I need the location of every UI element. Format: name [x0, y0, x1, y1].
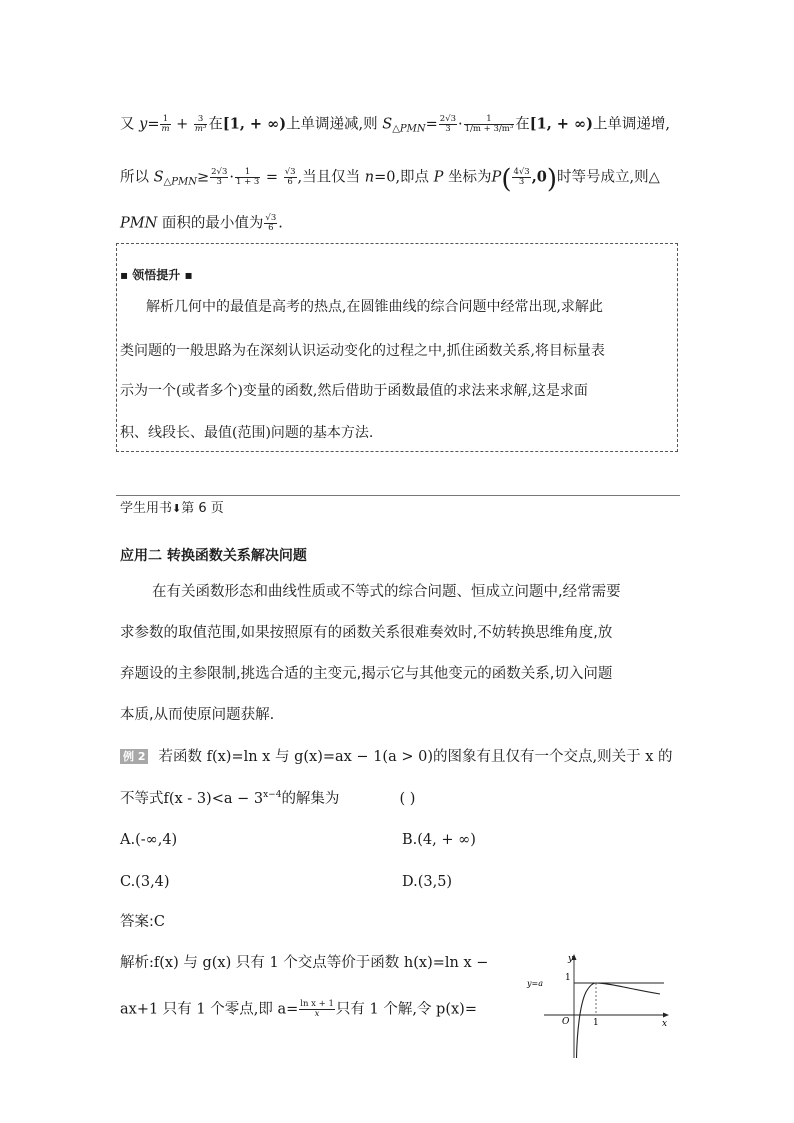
fraction: $\frac{4√3}{3}$ [513, 167, 530, 187]
line-label: y=a [527, 979, 543, 988]
x-axis-arrow [663, 1013, 669, 1018]
function-graph [524, 952, 670, 1062]
fraction: $\frac{√3}{6}$ [284, 167, 296, 187]
x-axis-label: x [662, 1019, 668, 1029]
origin-label: O [562, 1017, 570, 1027]
fraction: $\frac{\text{ln x + 1}}{x}$ [300, 999, 334, 1019]
analysis-line-2: ax+1 只有 1 个零点,即 a= $\frac{\text{ln x + 1}}{x}$ 只有 1 个解,令 p(x)= [120, 999, 477, 1019]
solution-line-2: 所以 $S_{\triangle PMN}\ge$ $\frac{2√3}{3}$ · $\frac{1}{1 + 3}$ = $\frac{√3}{6}$ ,当且仅当 n=0,即点 P 坐标为P( $\frac{4√3}{3}$ ,0)时等号成立,则△ [120, 164, 660, 195]
arrow-down-icon: ⬇ [172, 502, 182, 515]
fraction: $\frac{1}{1 + 3}$ [235, 167, 260, 187]
section-divider [116, 495, 680, 496]
answer: 答案:C [120, 914, 165, 930]
section-body-line: 在有关函数形态和曲线性质或不等式的综合问题、恒成立问题中,经常需要 [152, 584, 621, 600]
fraction: $\frac{2√3}{3}$ [211, 167, 228, 187]
section-body-line: 本质,从而使原问题获解. [120, 707, 275, 723]
page-reference: 学生用书⬇第 6 页 [120, 501, 224, 516]
option-a: A.(-∞,4) [120, 832, 178, 848]
fraction: $\frac{1}{\text{1/m + 3/m³}}$ [464, 114, 514, 134]
insight-line: 示为一个(或者多个)变量的函数,然后借助于函数最值的求法来求解,这是求面 [120, 383, 588, 399]
option-b: B.(4, + ∞) [402, 832, 476, 848]
y-tick-1: 1 [565, 973, 571, 983]
section-body-line: 弃题设的主参限制,挑选合适的主变元,揭示它与其他变元的函数关系,切入问题 [120, 666, 613, 682]
curve-p-x [577, 983, 661, 1058]
solution-line-3: PMN 面积的最小值为 $\frac{√3}{6}$ . [120, 213, 283, 233]
fraction: $\frac{1}{m}$ [161, 114, 170, 134]
example-badge: 例 2 [120, 749, 148, 764]
x-tick-1: 1 [593, 1018, 599, 1028]
section-body-line: 求参数的取值范围,如果按照原有的函数关系很难奏效时,不妨转换思维角度,放 [120, 625, 613, 641]
fraction: $\frac{√3}{6}$ [265, 213, 277, 233]
option-d: D.(3,5) [402, 874, 453, 890]
fraction: $\frac{2√3}{3}$ [439, 114, 457, 134]
example-question-line-1: 例 2 若函数 f(x)=ln x 与 g(x)=ax − 1(a > 0)的图象有且仅有一个交点,则关于 x 的 [120, 749, 672, 765]
y-axis-label: y [568, 954, 574, 964]
insight-line: 类问题的一般思路为在深刻认识运动变化的过程之中,抓住函数关系,将目标量表 [120, 343, 605, 359]
insight-line: 解析几何中的最值是高考的热点,在圆锥曲线的综合问题中经常出现,求解此 [146, 299, 603, 315]
solution-line-1: 又 y= $\frac{1}{m}$ + $\frac{3}{\text{m³}}$ 在[1, + ∞)上单调递减,则 $S_{\triangle PMN}=$ $\frac{2√3}{3}$ · $\frac{1}{\text{1/m + 3/m³}}$ 在[1, + ∞)上单调递增, [120, 114, 671, 135]
insight-title: ▪ 领悟提升 ▪ [120, 268, 193, 282]
example-question-line-2: 不等式$f(x - 3)<a - 3^{x-4}$的解集为 ( ) [120, 790, 416, 807]
analysis-line-1: 解析:f(x) 与 g(x) 只有 1 个交点等价于函数 h(x)=ln x − [120, 955, 489, 971]
section-title: 应用二 转换函数关系解决问题 [120, 548, 307, 564]
fraction: $\frac{3}{\text{m³}}$ [194, 114, 207, 134]
insight-line: 积、线段长、最值(范围)问题的基本方法. [120, 425, 374, 441]
option-c: C.(3,4) [120, 874, 170, 890]
